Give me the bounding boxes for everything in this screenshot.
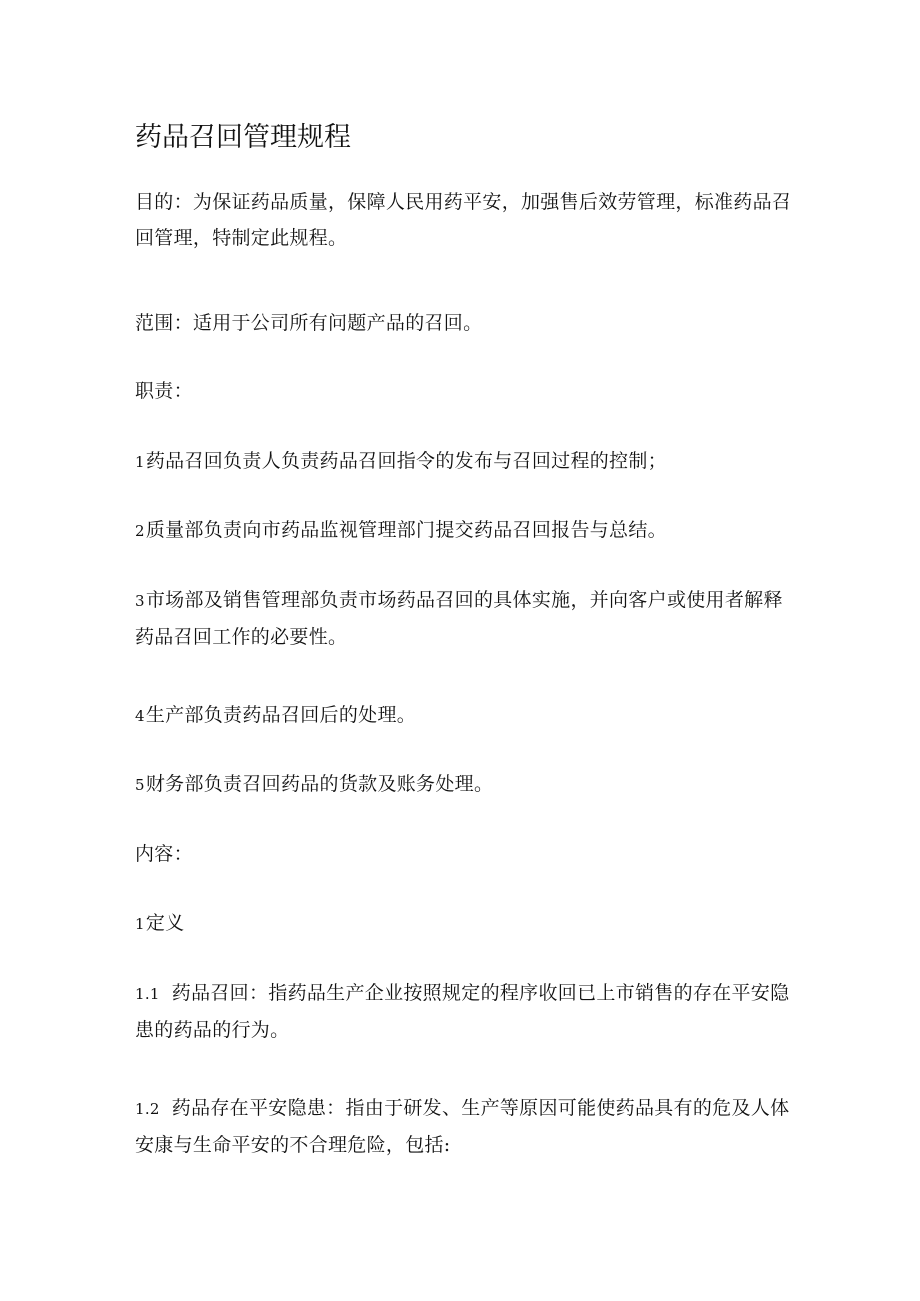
duty-item-number: 5	[135, 776, 145, 794]
purpose-paragraph: 目的：为保证药品质量，保障人民用药平安，加强售后效劳管理，标准药品召回管理，特制定此规程。	[135, 191, 792, 249]
document-title: 药品召回管理规程	[135, 122, 351, 153]
duties-heading: 职责：	[135, 380, 193, 402]
definition-number: 1.1	[135, 985, 160, 1003]
duty-item-5	[135, 766, 795, 803]
definition-1-2	[135, 1090, 795, 1163]
section-number: 1	[135, 915, 145, 933]
definition-1-1	[135, 975, 795, 1048]
duty-item-number: 1	[135, 453, 145, 471]
duty-item-text: 财务部负责召回药品的货款及账务处理。	[145, 773, 494, 795]
duty-item-number: 3	[135, 592, 145, 610]
duty-item-4	[135, 697, 795, 734]
content-heading: 内容：	[135, 843, 193, 865]
duty-item-text: 药品召回负责人负责药品召回指令的发布与召回过程的控制；	[145, 450, 667, 472]
duty-item-1	[135, 443, 795, 480]
duty-item-2	[135, 512, 795, 549]
section-heading-1	[135, 905, 795, 942]
duty-item-text: 质量部负责向市药品监视管理部门提交药品召回报告与总结。	[145, 519, 667, 541]
duty-item-text: 生产部负责药品召回后的处理。	[145, 704, 417, 726]
definition-number: 1.2	[135, 1100, 160, 1118]
duty-item-number: 4	[135, 707, 145, 725]
duty-item-number: 2	[135, 522, 145, 540]
definition-text: 药品存在平安隐患：指由于研发、生产等原因可能使药品具有的危及人体安康与生命平安的不合理危险，包括:	[135, 1097, 790, 1156]
definition-text: 药品召回：指药品生产企业按照规定的程序收回已上市销售的存在平安隐患的药品的行为。	[135, 982, 790, 1041]
duty-item-text: 市场部及销售管理部负责市场药品召回的具体实施，并向客户或使用者解释药品召回工作的必要性。	[135, 589, 783, 648]
section-title: 定义	[145, 912, 185, 934]
duty-item-3	[135, 582, 795, 655]
scope-paragraph: 范围：适用于公司所有问题产品的召回。	[135, 312, 483, 334]
